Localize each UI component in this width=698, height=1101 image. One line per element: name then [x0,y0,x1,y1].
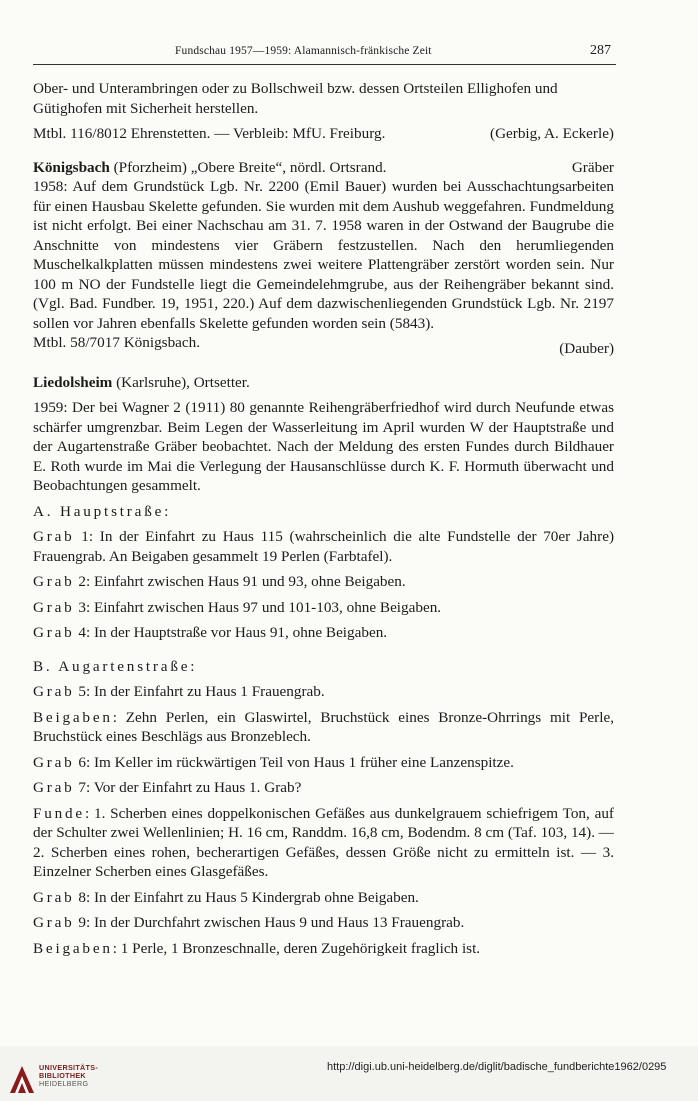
liedolsheim-heading-rest: (Karlsruhe), Ortsetter. [112,373,250,391]
beigaben-label: Beigaben [33,939,113,957]
grab-2: Grab 2: Einfahrt zwischen Haus 91 und 93, ohne Beigaben. [33,573,406,590]
liedolsheim-heading [33,373,614,393]
koenigsbach-author: (Dauber) [559,340,614,357]
koenigsbach-category: Gräber [571,158,614,176]
liedolsheim-place: Liedolsheim [33,373,113,391]
intro-author: (Gerbig, A. Eckerle) [490,125,614,142]
grab-label: Grab [33,753,75,771]
library-name: UNIVERSITÄTS- BIBLIOTHEK HEIDELBERG [39,1063,99,1089]
funde-label: Funde [33,804,85,822]
liedolsheim-text: 1959: Der bei Wagner 2 (1911) 80 genannte Reihengräberfriedhof wird durch Neufunde etwas schärfer umgrenzbar. Beim Legen der Wasserleitung im April wurden W der Hauptstraße und der Augartenstraße Gräber beobachtet. Nach der Meldung des ersten Fundes durch Bildhauer E. Roth wurde im Mai die Verlegung der Hausanschlüsse durch K. F. Hormuth überwacht und Beobachtungen gesammelt. [33,399,614,494]
grab-label: Grab [33,573,75,590]
university-library-logo-icon [8,1063,36,1095]
running-head: Fundschau 1957—1959: Alamannisch-fränkische Zeit [175,45,432,57]
grab-7: Grab 7: Vor der Einfahrt zu Haus 1. Grab? [33,779,302,796]
page-number: 287 [590,43,611,58]
funde-7: Funde: 1. Scherben eines doppelkonischen Gefäßes aus dunkelgrauem schiefrigem Ton, auf der Schulter zwei Wellenlinien; H. 16 cm, Randdm. 16,8 cm, Bodendm. 8 cm (Taf. 103, 14). — 2. Scherben eines rohen, becherartigen Gefäßes, dessen Größe nicht zu ermitteln ist. — 3. Einzelner Scherben eines Glasgefäßes. [33,804,614,880]
grab-3: Grab 3: Einfahrt zwischen Haus 97 und 101-103, ohne Beigaben. [33,598,442,616]
koenigsbach-mtbl-row [33,333,614,357]
beigaben-9: Beigaben: 1 Perle, 1 Bronzeschnalle, deren Zugehörigkeit fraglich ist. [33,939,481,957]
section-a-heading: A. Hauptstraße: [33,502,172,520]
beigaben-5: Beigaben: Zehn Perlen, ein Glaswirtel, Bruchstück eines Bronze-Ohrrings mit Perle, Bruchstück eines Beschlägs aus Bronzeblech. [33,708,614,745]
page-body [33,79,614,958]
koenigsbach-place: Königsbach [33,158,110,176]
header-rule [33,64,616,65]
grab-4: Grab 4: In der Hauptstraße vor Haus 91, ohne Beigaben. [33,624,388,641]
grab-label: Grab [33,914,75,931]
grab-8: Grab 8: In der Einfahrt zu Haus 5 Kindergrab ohne Beigaben. [33,888,419,906]
grab-6: Grab 6: Im Keller im rückwärtigen Teil von Haus 1 früher eine Lanzenspitze. [33,753,514,771]
grab-label: Grab [33,624,75,641]
grab-label: Grab [33,598,75,616]
intro-mtbl-row [33,124,614,144]
grab-label: Grab [33,528,75,545]
koenigsbach-mtbl: Mtbl. 58/7017 Königsbach. [33,334,201,351]
section-b-heading: B. Augartenstraße: [33,657,198,675]
grab-label: Grab [33,779,75,796]
koenigsbach-text: 1958: Auf dem Grundstück Lgb. Nr. 2200 (Emil Bauer) wurden bei Ausschachtungsarbeiten für einen Hausbau Skelette gefunden. Sie wurden mit dem Aushub weggefahren. Fundmeldung ist nicht erfolgt. Bei einer Nachschau am 31. 7. 1958 waren in der Ostwand der Baugrube die Anschnitte von mindestens vier Gräbern festzustellen. Nach den herumliegenden Muschelkalkplatten müssen mindestens zwei weitere Plattengräber zerstört worden sein. Nur 100 m NO der Fundstelle liegt die Gemeindelehmgrube, aus der Reihengräber bekannt sind. (Vgl. Bad. Fundber. 19, 1951, 220.) Auf dem dazwischenliegenden Grundstück Lgb. Nr. 2197 sollen vor Jahren ebenfalls Skelette gefunden worden sein (5843). [33,178,614,332]
intro-line-2: Gütighofen mit Sicherheit herstellen. [33,99,259,117]
grab-9: Grab 9: In der Durchfahrt zwischen Haus 9 und Haus 13 Frauengrab. [33,914,465,931]
grab-label: Grab [33,683,75,700]
grab-5: Grab 5: In der Einfahrt zu Haus 1 Frauengrab. [33,683,325,700]
grab-label: Grab [33,888,75,906]
koenigsbach-heading [33,158,614,178]
grab-1: Grab 1: In der Einfahrt zu Haus 115 (wahrscheinlich die alte Fundstelle der 70er Jahre) Frauengrab. An Beigaben gesammelt 19 Perlen (Farbtafel). [33,528,614,565]
source-url-link[interactable]: http://digi.ub.uni-heidelberg.de/diglit/badische_fundberichte1962/0295 [327,1061,667,1073]
footer-strip [0,1046,698,1101]
koenigsbach-heading-rest: (Pforzheim) „Obere Breite“, nördl. Ortsrand. [109,158,387,176]
intro-line-1: Ober- und Unterambringen oder zu Bollschweil bzw. dessen Ortsteilen Ellighofen und [33,80,558,97]
intro-mtbl: Mtbl. 116/8012 Ehrenstetten. — Verbleib: MfU. Freiburg. [33,125,386,142]
beigaben-label: Beigaben [33,708,113,726]
